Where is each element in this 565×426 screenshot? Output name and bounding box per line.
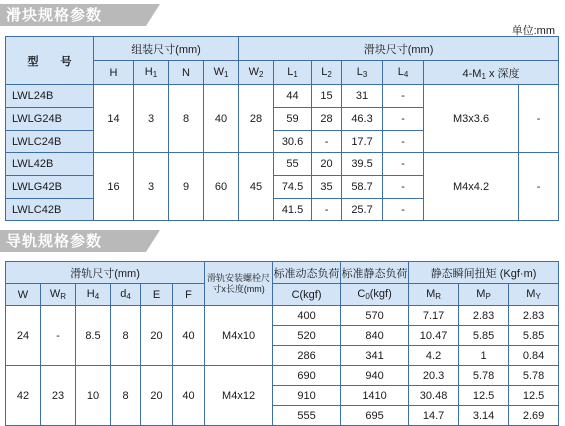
cell-H4: 10: [76, 366, 111, 426]
col-W2: $W_2$: [239, 61, 274, 85]
cell-L3: 31: [342, 85, 383, 108]
cell-MR: 14.7: [409, 406, 459, 426]
cell-C: 555: [273, 406, 341, 426]
rail-spec-table: [5, 261, 559, 426]
col-L4: $L_4$: [383, 61, 424, 85]
header-slider: 滑块尺寸(mm): [239, 37, 559, 61]
cell-F: 40: [173, 366, 205, 426]
cell-L1: 55: [274, 153, 312, 176]
col-L2: $L_2$: [312, 61, 342, 85]
cell-C0: 570: [341, 306, 409, 326]
model-cell: LWLC24B: [6, 131, 94, 153]
col-L1: $L_1$: [274, 61, 312, 85]
cell-L2: -: [312, 199, 342, 221]
cell-W2: 28: [239, 85, 274, 153]
cell-MP: 1: [459, 346, 509, 366]
cell-H3: -: [519, 153, 559, 221]
col-E: E: [141, 284, 173, 306]
cell-MR: 10.47: [409, 326, 459, 346]
cell-WR: -: [41, 306, 76, 366]
cell-C: 910: [273, 386, 341, 406]
cell-L2: 35: [312, 176, 342, 199]
slider-spec-title: 滑块规格参数: [0, 4, 146, 26]
cell-L2: 20: [312, 153, 342, 176]
cell-N: 8: [169, 85, 204, 153]
cell-L1: 59: [274, 108, 312, 131]
col-W1: $W_1$: [204, 61, 239, 85]
cell-W1: 60: [204, 153, 239, 221]
cell-bolt: M3x3.6: [424, 85, 519, 153]
cell-MR: 20.3: [409, 366, 459, 386]
cell-MP: 5.78: [459, 366, 509, 386]
cell-L1: 44: [274, 85, 312, 108]
model-cell: LWLG24B: [6, 108, 94, 131]
cell-F: 40: [173, 306, 205, 366]
slider-spec-table: [5, 36, 559, 221]
cell-L4: -: [383, 153, 424, 176]
cell-MP: 2.83: [459, 306, 509, 326]
cell-W2: 45: [239, 153, 274, 221]
col-N: N: [169, 61, 204, 85]
cell-L4: -: [383, 176, 424, 199]
header-static: 标准静态负荷: [341, 262, 409, 284]
cell-C0: 1410: [341, 386, 409, 406]
col-H1: $H_1$: [134, 61, 169, 85]
header-dynamic: 标准动态负荷: [273, 262, 341, 284]
cell-L2: -: [312, 131, 342, 153]
cell-d4: 8: [111, 306, 141, 366]
cell-WR: 23: [41, 366, 76, 426]
col-H4: $H_4$: [76, 284, 111, 306]
cell-C0: 341: [341, 346, 409, 366]
cell-L3: 39.5: [342, 153, 383, 176]
cell-C0: 840: [341, 326, 409, 346]
header-assembly: 组装尺寸(mm): [94, 37, 239, 61]
col-L3: $L_3$: [342, 61, 383, 85]
model-cell: LWL24B: [6, 85, 94, 108]
cell-L4: -: [383, 199, 424, 221]
cell-MY: 2.83: [509, 306, 559, 326]
cell-d4: 8: [111, 366, 141, 426]
cell-MY: 5.85: [509, 326, 559, 346]
cell-L2: 28: [312, 108, 342, 131]
model-cell: LWLC42B: [6, 199, 94, 221]
cell-L4: -: [383, 85, 424, 108]
col-C: C(kgf): [273, 284, 341, 306]
cell-W1: 40: [204, 85, 239, 153]
cell-L4: -: [383, 108, 424, 131]
cell-MP: 5.85: [459, 326, 509, 346]
col-d4: $d_4$: [111, 284, 141, 306]
col-MR: $M_R$: [409, 284, 459, 306]
cell-MY: 2.69: [509, 406, 559, 426]
header-rail: 滑轨尺寸(mm): [6, 262, 205, 284]
cell-H4: 8.5: [76, 306, 111, 366]
cell-H1: 3: [134, 85, 169, 153]
cell-L4: -: [383, 131, 424, 153]
model-cell: LWL42B: [6, 153, 94, 176]
cell-bolt: M4x10: [205, 306, 273, 366]
cell-H: 16: [94, 153, 134, 221]
cell-L1: 30.6: [274, 131, 312, 153]
cell-C: 690: [273, 366, 341, 386]
cell-H: 14: [94, 85, 134, 153]
col-F: F: [173, 284, 205, 306]
col-bolt-depth: $4-M_1$ x 深度: [424, 61, 559, 85]
cell-MR: 30.48: [409, 386, 459, 406]
rail-spec-title: 导轨规格参数: [0, 230, 146, 252]
col-C0: $C_0(kgf)$: [341, 284, 409, 306]
cell-MR: 7.17: [409, 306, 459, 326]
cell-E: 20: [141, 306, 173, 366]
col-WR: $W_R$: [41, 284, 76, 306]
col-H: H: [94, 61, 134, 85]
header-model: 型 号: [6, 37, 94, 85]
col-MY: $M_Y$: [509, 284, 559, 306]
cell-L3: 46.3: [342, 108, 383, 131]
cell-W: 24: [6, 306, 41, 366]
cell-L3: 58.7: [342, 176, 383, 199]
cell-C0: 695: [341, 406, 409, 426]
header-moment: 静态瞬间扭矩 (Kgf·m): [409, 262, 559, 284]
cell-bolt: M4x4.2: [424, 153, 519, 221]
cell-L3: 25.7: [342, 199, 383, 221]
cell-W: 42: [6, 366, 41, 426]
cell-L1: 74.5: [274, 176, 312, 199]
cell-C: 520: [273, 326, 341, 346]
cell-L3: 17.7: [342, 131, 383, 153]
cell-bolt: M4x12: [205, 366, 273, 426]
cell-C0: 940: [341, 366, 409, 386]
cell-L2: 15: [312, 85, 342, 108]
cell-L1: 41.5: [274, 199, 312, 221]
col-MP: $M_P$: [459, 284, 509, 306]
header-bolt: 滑轨安装螺栓尺寸x长度(mm): [205, 262, 273, 306]
cell-MY: 12.5: [509, 386, 559, 406]
cell-MY: 0.84: [509, 346, 559, 366]
cell-H1: 3: [134, 153, 169, 221]
model-cell: LWLG42B: [6, 176, 94, 199]
col-W: W: [6, 284, 41, 306]
unit-label: 单位:mm: [511, 25, 555, 37]
cell-N: 9: [169, 153, 204, 221]
cell-MP: 3.14: [459, 406, 509, 426]
cell-MP: 12.5: [459, 386, 509, 406]
cell-MY: 5.78: [509, 366, 559, 386]
cell-C: 400: [273, 306, 341, 326]
cell-E: 20: [141, 366, 173, 426]
cell-MR: 4.2: [409, 346, 459, 366]
cell-H3: -: [519, 85, 559, 153]
cell-C: 286: [273, 346, 341, 366]
